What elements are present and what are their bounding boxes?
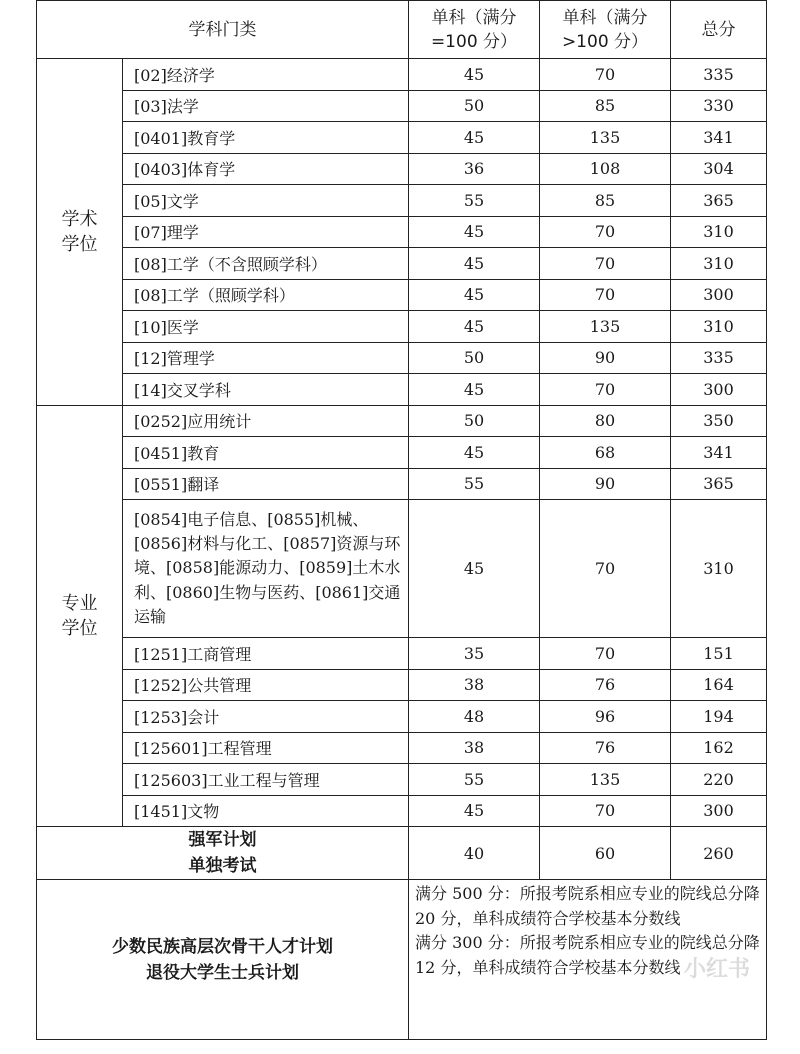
score-single-100: 45 xyxy=(409,500,540,638)
table-row xyxy=(37,669,767,701)
score-single-100: 45 xyxy=(409,374,540,406)
score-total: 335 xyxy=(671,342,767,374)
minority-note-500: 满分 500 分：所报考院系相应专业的院线总分降 20 分，单科成绩符合学校基本分数线 xyxy=(415,884,760,928)
score-single-100: 55 xyxy=(409,764,540,796)
score-single-gt100: 68 xyxy=(540,437,671,469)
header-category: 学科门类 xyxy=(37,1,409,59)
score-single-gt100: 85 xyxy=(540,185,671,217)
table-row xyxy=(37,185,767,217)
table-row xyxy=(37,90,767,122)
score-single-gt100: 70 xyxy=(540,279,671,311)
score-total: 310 xyxy=(671,500,767,638)
score-single-gt100: 135 xyxy=(540,764,671,796)
score-total: 300 xyxy=(671,374,767,406)
subject-name: [0403]体育学 xyxy=(123,153,409,185)
score-single-100: 38 xyxy=(409,732,540,764)
subject-name: [0551]翻译 xyxy=(123,468,409,500)
table-row xyxy=(37,311,767,343)
watermark-logo: 小红书 xyxy=(683,957,750,982)
score-single-100: 45 xyxy=(409,795,540,827)
score-single-100: 45 xyxy=(409,59,540,91)
score-total: 300 xyxy=(671,795,767,827)
score-single-100: 45 xyxy=(409,216,540,248)
table-row xyxy=(37,437,767,469)
score-single-100: 45 xyxy=(409,122,540,154)
subject-name: [1252]公共管理 xyxy=(123,669,409,701)
table-row xyxy=(37,764,767,796)
military-single-100: 40 xyxy=(409,827,540,880)
score-single-100: 50 xyxy=(409,90,540,122)
military-label xyxy=(37,827,409,880)
score-single-100: 45 xyxy=(409,279,540,311)
score-single-100: 55 xyxy=(409,468,540,500)
table-row xyxy=(37,638,767,670)
subject-name: [10]医学 xyxy=(123,311,409,343)
military-total: 260 xyxy=(671,827,767,880)
professional-group-label: 专业 学位 xyxy=(37,405,123,827)
header-single-gt100: 单科（满分>100 分） xyxy=(540,1,671,59)
score-single-gt100: 96 xyxy=(540,701,671,733)
score-total: 365 xyxy=(671,185,767,217)
subject-name: [03]法学 xyxy=(123,90,409,122)
subject-name: [1253]会计 xyxy=(123,701,409,733)
score-single-100: 36 xyxy=(409,153,540,185)
subject-name: [125601]工程管理 xyxy=(123,732,409,764)
table-row xyxy=(37,795,767,827)
military-label-line1: 强军计划 xyxy=(188,830,257,850)
score-single-gt100: 108 xyxy=(540,153,671,185)
score-single-gt100: 85 xyxy=(540,90,671,122)
score-single-gt100: 70 xyxy=(540,374,671,406)
score-single-gt100: 90 xyxy=(540,342,671,374)
score-total: 194 xyxy=(671,701,767,733)
subject-name: [08]工学（不含照顾学科） xyxy=(123,248,409,280)
subject-name: [0252]应用统计 xyxy=(123,405,409,437)
table-row xyxy=(37,374,767,406)
score-single-gt100: 70 xyxy=(540,500,671,638)
table-row xyxy=(37,500,767,638)
score-single-gt100: 80 xyxy=(540,405,671,437)
minority-label-line2: 退役大学生士兵计划 xyxy=(146,962,299,983)
score-total: 300 xyxy=(671,279,767,311)
minority-row xyxy=(37,880,767,1040)
score-single-100: 48 xyxy=(409,701,540,733)
minority-label-line1: 少数民族高层次骨干人才计划 xyxy=(112,936,333,957)
score-single-gt100: 135 xyxy=(540,122,671,154)
score-single-gt100: 76 xyxy=(540,732,671,764)
score-total: 151 xyxy=(671,638,767,670)
table-row xyxy=(37,701,767,733)
subject-name: [0401]教育学 xyxy=(123,122,409,154)
score-single-gt100: 70 xyxy=(540,638,671,670)
score-total: 341 xyxy=(671,122,767,154)
score-total: 164 xyxy=(671,669,767,701)
score-table xyxy=(36,0,767,1040)
minority-label xyxy=(37,880,409,1040)
score-single-100: 45 xyxy=(409,311,540,343)
military-label-line2: 单独考试 xyxy=(188,856,257,876)
score-single-100: 45 xyxy=(409,248,540,280)
minority-note-300: 满分 300 分：所报考院系相应专业的院线总分降 12 分，单科成绩符合学校基本分数线 xyxy=(415,933,760,977)
military-row xyxy=(37,827,767,880)
table-row xyxy=(37,468,767,500)
score-single-100: 50 xyxy=(409,405,540,437)
score-single-gt100: 70 xyxy=(540,59,671,91)
score-total: 220 xyxy=(671,764,767,796)
score-single-gt100: 70 xyxy=(540,216,671,248)
academic-group-label: 学术 学位 xyxy=(37,59,123,406)
score-total: 330 xyxy=(671,90,767,122)
table-row xyxy=(37,122,767,154)
score-single-gt100: 90 xyxy=(540,468,671,500)
score-single-100: 38 xyxy=(409,669,540,701)
score-total: 162 xyxy=(671,732,767,764)
score-single-gt100: 70 xyxy=(540,795,671,827)
table-row xyxy=(37,248,767,280)
score-single-100: 35 xyxy=(409,638,540,670)
score-total: 310 xyxy=(671,311,767,343)
table-row xyxy=(37,59,767,91)
subject-name: [08]工学（照顾学科） xyxy=(123,279,409,311)
subject-name: [1251]工商管理 xyxy=(123,638,409,670)
score-total: 350 xyxy=(671,405,767,437)
table-header-row xyxy=(37,1,767,59)
subject-name: [125603]工业工程与管理 xyxy=(123,764,409,796)
score-single-gt100: 76 xyxy=(540,669,671,701)
military-single-gt100: 60 xyxy=(540,827,671,880)
table-body xyxy=(37,59,767,827)
table-row xyxy=(37,216,767,248)
subject-name: [14]交叉学科 xyxy=(123,374,409,406)
table-row xyxy=(37,405,767,437)
score-single-100: 45 xyxy=(409,437,540,469)
score-total: 304 xyxy=(671,153,767,185)
score-single-100: 50 xyxy=(409,342,540,374)
subject-name: [0854]电子信息、[0855]机械、[0856]材料与化工、[0857]资源与环境、[0858]能源动力、[0859]土木水利、[0860]生物与医药、[0861]交通运输 xyxy=(123,500,409,638)
score-total: 365 xyxy=(671,468,767,500)
table-row xyxy=(37,342,767,374)
score-total: 341 xyxy=(671,437,767,469)
subject-name: [05]文学 xyxy=(123,185,409,217)
subject-name: [0451]教育 xyxy=(123,437,409,469)
subject-name: [1451]文物 xyxy=(123,795,409,827)
header-single-100: 单科（满分=100 分） xyxy=(409,1,540,59)
subject-name: [02]经济学 xyxy=(123,59,409,91)
score-single-gt100: 70 xyxy=(540,248,671,280)
score-total: 335 xyxy=(671,59,767,91)
subject-name: [12]管理学 xyxy=(123,342,409,374)
score-total: 310 xyxy=(671,216,767,248)
score-single-gt100: 135 xyxy=(540,311,671,343)
score-total: 310 xyxy=(671,248,767,280)
table-row xyxy=(37,153,767,185)
header-total: 总分 xyxy=(671,1,767,59)
subject-name: [07]理学 xyxy=(123,216,409,248)
score-single-100: 55 xyxy=(409,185,540,217)
table-row xyxy=(37,279,767,311)
table-row xyxy=(37,732,767,764)
